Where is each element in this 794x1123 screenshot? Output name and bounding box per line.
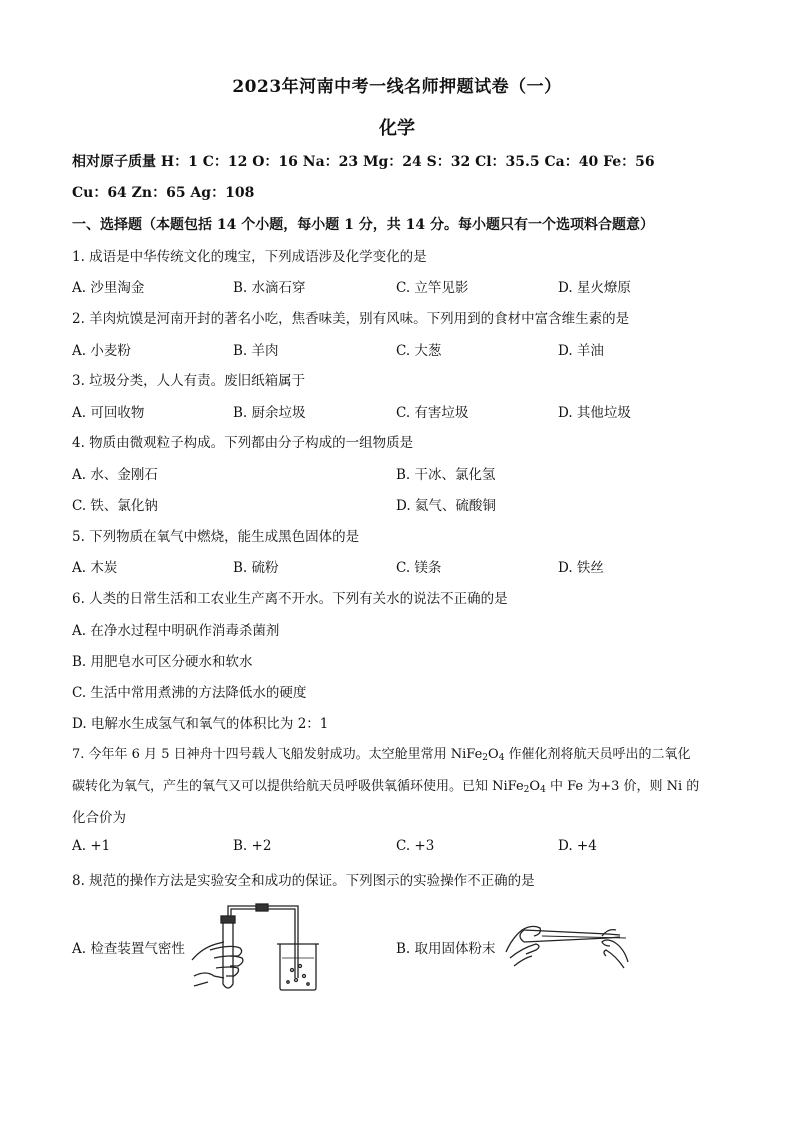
question-4-option-b: B. 干冰、氯化氢 — [396, 467, 496, 483]
question-3-option-c: C. 有害垃圾 — [396, 405, 469, 421]
question-7-option-d: D. +4 — [558, 838, 597, 854]
question-4-option-c: C. 铁、氯化钠 — [72, 498, 158, 514]
question-3-option-b: B. 厨余垃圾 — [233, 405, 306, 421]
question-7-stem-line-3: 化合价为 — [72, 810, 126, 826]
question-7-option-c: C. +3 — [396, 838, 435, 854]
question-5-option-b: B. 硫粉 — [233, 560, 279, 576]
question-3-stem: 3. 垃圾分类，人人有责。废旧纸箱属于 — [72, 373, 306, 389]
question-6-option-d: D. 电解水生成氢气和氧气的体积比为 2：1 — [72, 716, 329, 732]
subject-title: 化学 — [379, 118, 415, 139]
question-2-option-b: B. 羊肉 — [233, 343, 279, 359]
question-6-option-c: C. 生活中常用煮沸的方法降低水的硬度 — [72, 685, 307, 701]
atomic-mass-line-1: 相对原子质量 H：1 C：12 O：16 Na：23 Mg：24 S：32 Cl：35.5 Ca：40 Fe：56 — [72, 154, 655, 170]
question-8-option-a: A. 检查装置气密性 — [72, 941, 185, 957]
question-6-option-a: A. 在净水过程中明矾作消毒杀菌剂 — [72, 623, 280, 639]
question-6-stem: 6. 人类的日常生活和工农业生产离不开水。下列有关水的说法不正确的是 — [72, 591, 508, 607]
question-1-stem: 1. 成语是中华传统文化的瑰宝，下列成语涉及化学变化的是 — [72, 249, 427, 265]
question-5-option-c: C. 镁条 — [396, 560, 442, 576]
question-8-option-b: B. 取用固体粉末 — [396, 941, 496, 957]
question-3-option-d: D. 其他垃圾 — [558, 405, 631, 421]
solid-powder-illustration — [502, 908, 632, 973]
question-1-option-b: B. 水滴石穿 — [233, 280, 306, 296]
question-7-option-b: B. +2 — [233, 838, 272, 854]
question-4-option-a: A. 水、金刚石 — [72, 467, 158, 483]
atomic-mass-line-2: Cu：64 Zn：65 Ag：108 — [72, 185, 255, 201]
question-2-option-c: C. 大葱 — [396, 343, 442, 359]
exam-title: 2023年河南中考一线名师押题试卷（一） — [232, 77, 562, 97]
question-6-option-b: B. 用肥皂水可区分硬水和软水 — [72, 654, 253, 670]
question-2-option-a: A. 小麦粉 — [72, 343, 131, 359]
question-2-stem: 2. 羊肉炕馍是河南开封的著名小吃，焦香味美，别有风味。下列用到的食材中富含维生素的是 — [72, 311, 630, 327]
question-1-option-d: D. 星火燎原 — [558, 280, 631, 296]
question-7-stem-line-1: 7. 今年年 6 月 5 日神舟十四号载人飞船发射成功。太空舱里常用 $NiFe_2O_4$ 作催化剂将航天员呼出的二氧化 — [72, 747, 691, 763]
question-5-option-a: A. 木炭 — [72, 560, 118, 576]
airtightness-check-illustration — [190, 900, 330, 995]
question-1-option-c: C. 立竿见影 — [396, 280, 469, 296]
question-8-stem: 8. 规范的操作方法是实验安全和成功的保证。下列图示的实验操作不正确的是 — [72, 873, 535, 889]
question-7-option-a: A. +1 — [72, 838, 111, 854]
section-heading: 一、选择题（本题包括 14 个小题，每小题 1 分，共 14 分。每小题只有一个选项料合题意） — [72, 217, 654, 233]
question-5-option-d: D. 铁丝 — [558, 560, 604, 576]
question-5-stem: 5. 下列物质在氧气中燃烧，能生成黑色固体的是 — [72, 529, 360, 545]
question-1-option-a: A. 沙里淘金 — [72, 280, 145, 296]
question-4-option-d: D. 氦气、硫酸铜 — [396, 498, 496, 514]
question-7-stem-line-2: 碳转化为氧气，产生的氧气又可以提供给航天员呼吸供氧循环使用。已知 $NiFe_2O_4$ 中 Fe 为+3 价，则 Ni 的 — [72, 779, 700, 795]
question-4-stem: 4. 物质由微观粒子构成。下列都由分子构成的一组物质是 — [72, 435, 414, 451]
question-3-option-a: A. 可回收物 — [72, 405, 145, 421]
question-2-option-d: D. 羊油 — [558, 343, 604, 359]
